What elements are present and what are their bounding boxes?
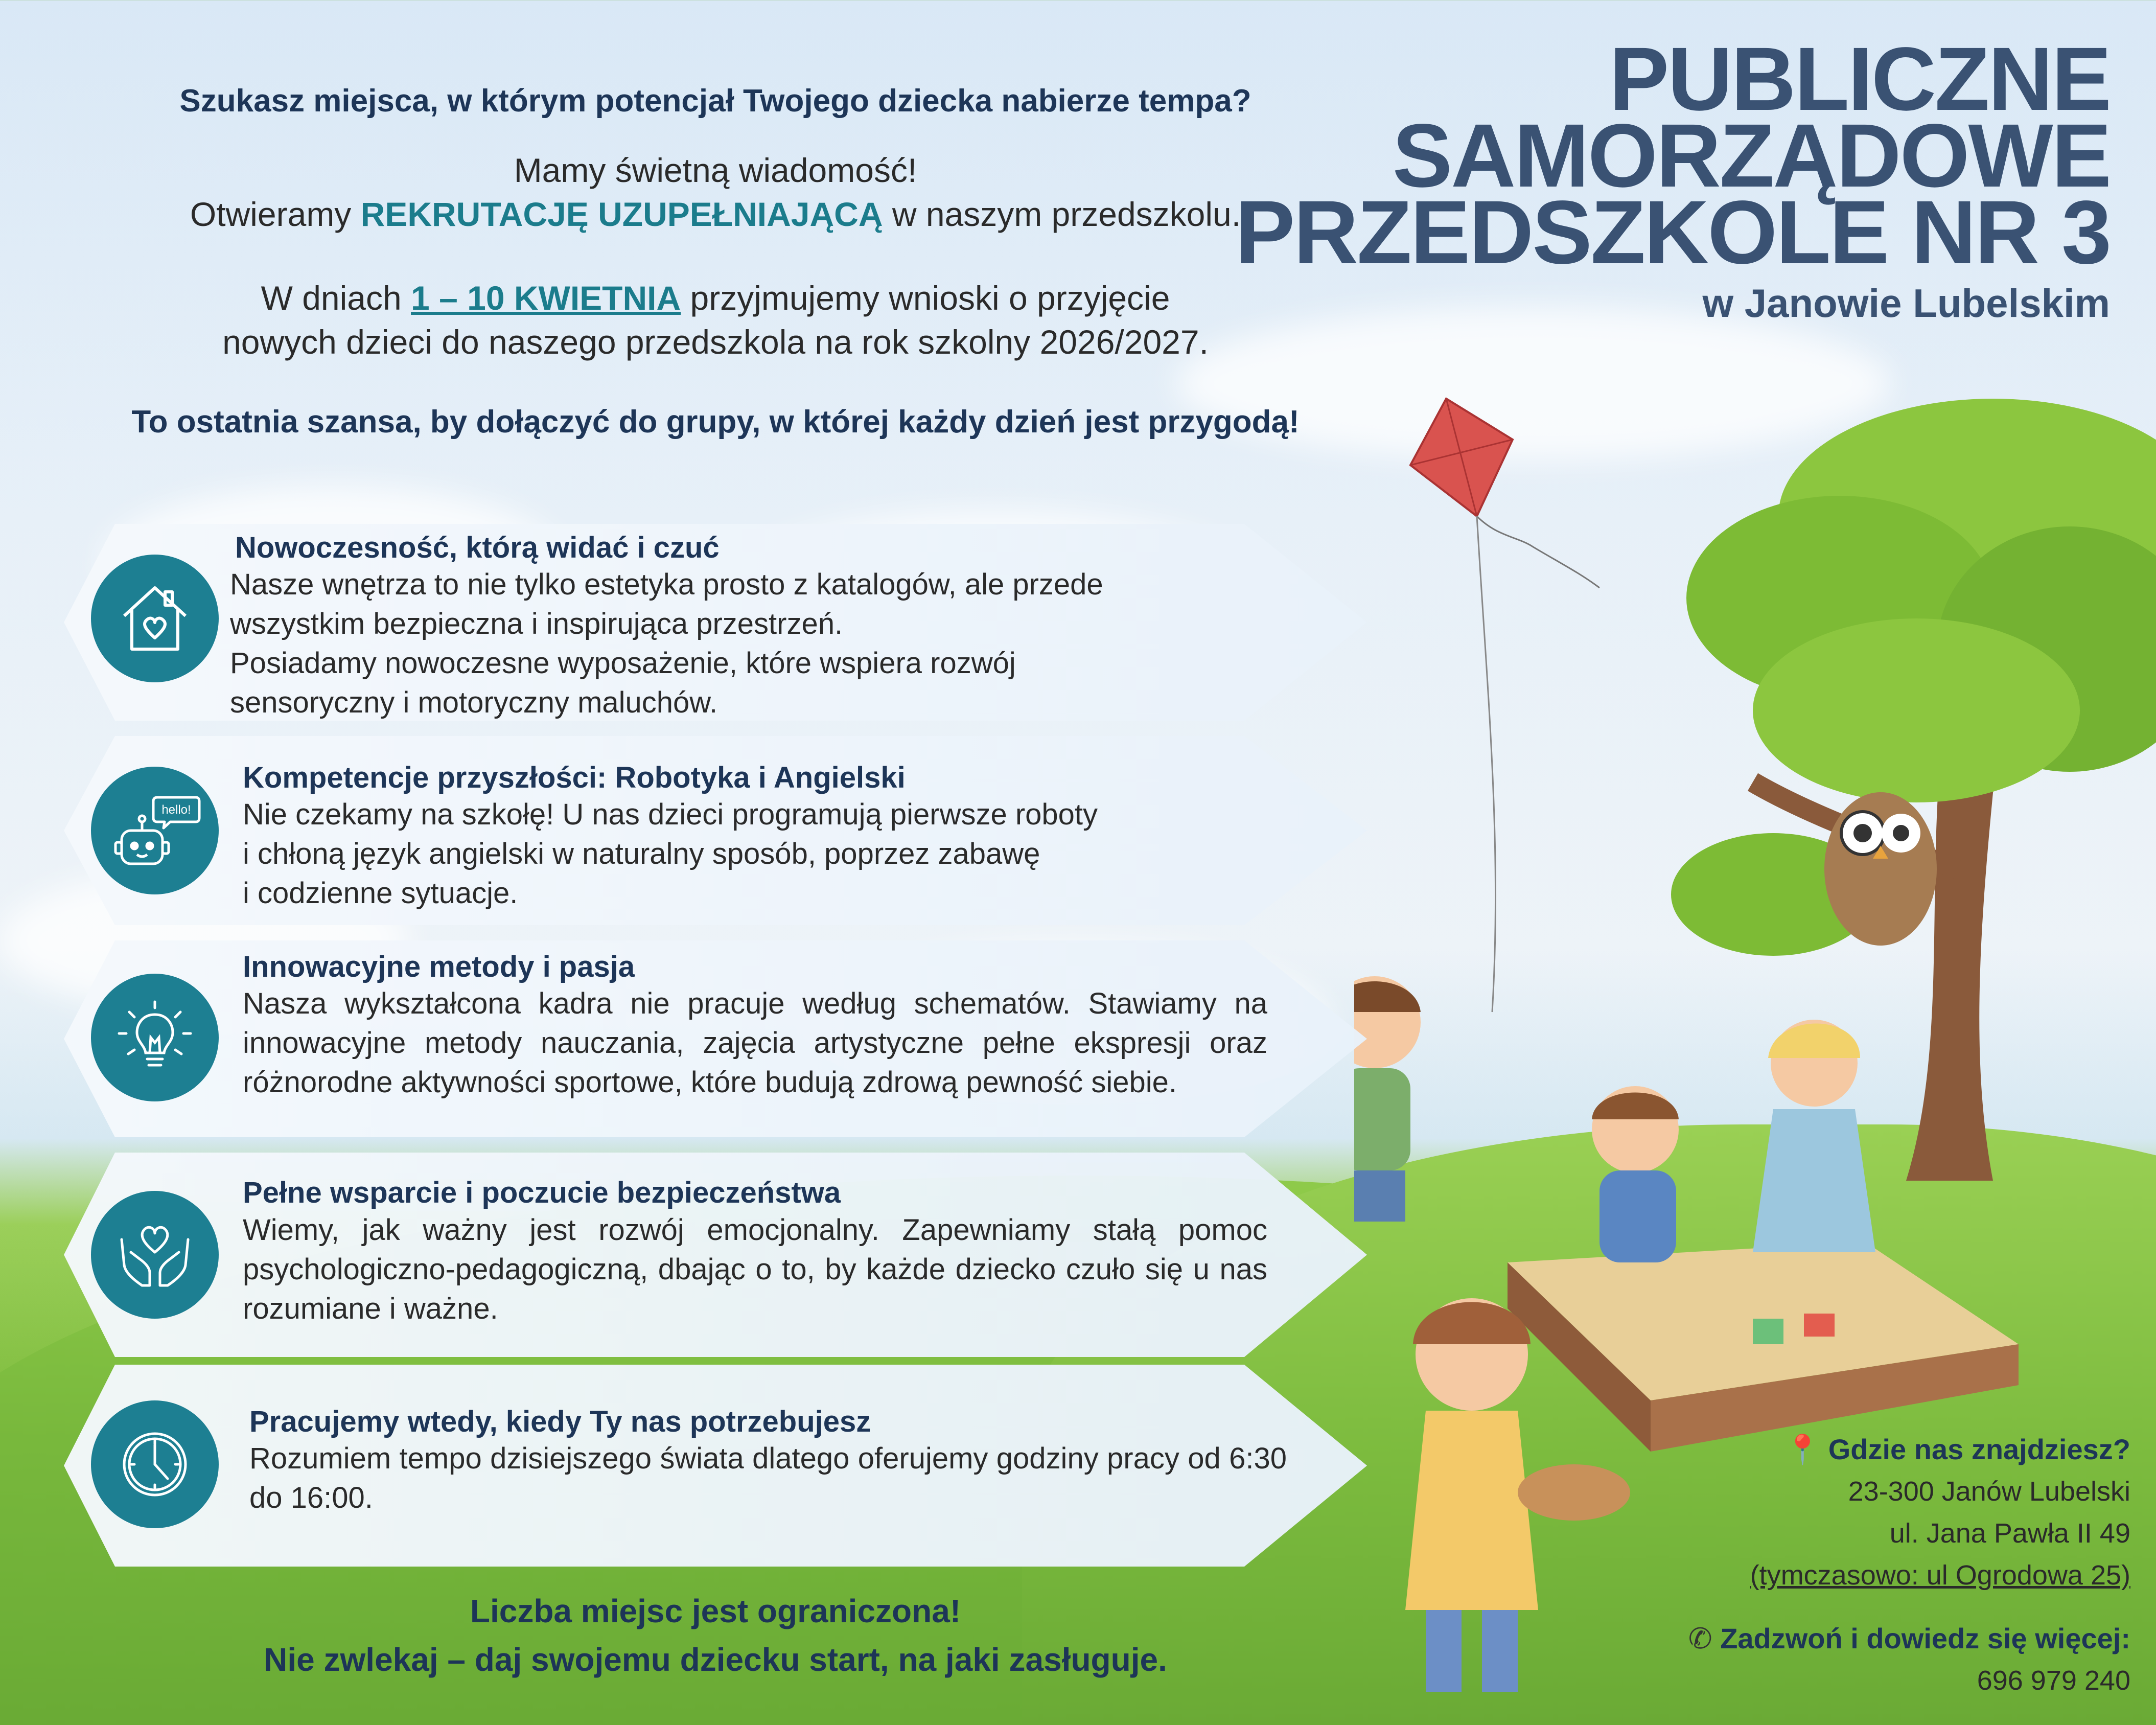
hands-heart-icon [91, 1191, 219, 1319]
feature-title-4: Pełne wsparcie i poczucie bezpieczeństwa [243, 1176, 841, 1209]
feature-title-1: Nowoczesność, którą widać i czuć [235, 531, 720, 564]
dates-highlight: 1 – 10 KWIETNIA [411, 279, 681, 317]
child-boy-left [1354, 976, 1421, 1222]
closing-line2: Nie zwlekaj – daj swojemu dziecku start, na jaki zasługuje. [264, 1641, 1167, 1678]
feature-title-5: Pracujemy wtedy, kiedy Ty nas potrzebujesz [249, 1405, 871, 1438]
address-line2: ul. Jana Pawła II 49 [1889, 1518, 2130, 1549]
location-heading: 📍 Gdzie nas znajdziesz? [1784, 1433, 2130, 1465]
location-info [1750, 1429, 2130, 1596]
title-line3: PRZEDSZKOLE NR 3 [1235, 182, 2110, 283]
intro-announcement [31, 148, 1400, 236]
feature-body-1: Nasze wnętrza to nie tylko estetyka prosto z katalogów, ale przede wszystkim bezpieczna i inspirująca przestrzeń. Posiadamy nowoczesne wyposażenie, które wspiera rozwój sensoryczny i motoryczny maluchów. [230, 568, 1103, 719]
title-line2: SAMORZĄDOWE [1392, 106, 2110, 206]
open-line: Otwieramy REKRUTACJĘ UZUPEŁNIAJĄCĄ w naszym przedszkolu. [190, 195, 1241, 233]
tree [1671, 399, 2156, 1181]
svg-text:hello!: hello! [161, 803, 191, 817]
address-line1: 23-300 Janów Lubelski [1848, 1476, 2130, 1507]
feature-title-3: Innowacyjne metody i pasja [243, 950, 635, 983]
sandbox [1508, 1242, 2019, 1452]
school-subtitle: w Janowie Lubelskim [1702, 281, 2110, 326]
feature-body-2: Nie czekamy na szkołę! U nas dzieci programują pierwsze roboty i chłoną język angielski w naturalny sposób, poprzez zabawę i codzienne sytuacje. [243, 798, 1098, 910]
feature-body-3: Nasza wykształcona kadra nie pracuje według schematów. Stawiamy na innowacyjne metody nauczania, zajęcia artystyczne pełne ekspresji oraz różnorodne aktywności sportowe, które budują zdrową pewność siebie. [243, 987, 1267, 1099]
clock-icon [91, 1400, 219, 1528]
owl [1824, 792, 1937, 946]
phone-info [1688, 1618, 2130, 1701]
phone-icon: ✆ [1688, 1622, 1712, 1654]
dates-line: W dniach 1 – 10 KWIETNIA przyjmujemy wnioski o przyjęcie [261, 279, 1170, 317]
closing-message [153, 1587, 1278, 1684]
intro-dates [31, 276, 1400, 364]
child-girl-blonde [1753, 1020, 1875, 1252]
school-title [1235, 29, 2110, 283]
kite-icon [1410, 399, 1599, 1012]
feature-title-2: Kompetencje przyszłości: Robotyka i Angielski [243, 761, 906, 794]
child-boy-sitting [1592, 1086, 1679, 1262]
phone-number[interactable]: 696 979 240 [1977, 1665, 2130, 1696]
news-line: Mamy świetną wiadomość! [514, 151, 917, 189]
feature-body-5: Rozumiem tempo dzisiejszego świata dlatego oferujemy godziny pracy od 6:30 do 16:00. [249, 1442, 1287, 1514]
feature-body-4: Wiemy, jak ważny jest rozwój emocjonalny. Zapewniamy stałą pomoc psychologiczno-pedagogiczną, dbając o to, by każde dziecko czuło się u nas rozumiane i ważne. [243, 1213, 1267, 1325]
address-temp: (tymczasowo: ul Ogrodowa 25) [1750, 1560, 2130, 1591]
recruitment-highlight: REKRUTACJĘ UZUPEŁNIAJĄCĄ [360, 195, 883, 233]
dates-line2: nowych dzieci do naszego przedszkola na rok szkolny 2026/2027. [222, 323, 1209, 361]
last-chance: To ostatnia szansa, by dołączyć do grupy, w której każdy dzień jest przygodą! [131, 404, 1300, 440]
title-line1: PUBLICZNE [1609, 29, 2110, 129]
intro-question: Szukasz miejsca, w którym potencjał Twojego dziecka nabierze tempa? [179, 83, 1251, 119]
closing-line1: Liczba miejsc jest ograniczona! [470, 1593, 961, 1629]
lightbulb-icon [91, 974, 219, 1101]
map-pin-icon: 📍 [1784, 1433, 1821, 1465]
phone-heading: ✆ Zadzwoń i dowiedz się więcej: [1688, 1622, 2130, 1654]
house-heart-icon [91, 555, 219, 682]
robot-hello-icon [91, 767, 219, 894]
